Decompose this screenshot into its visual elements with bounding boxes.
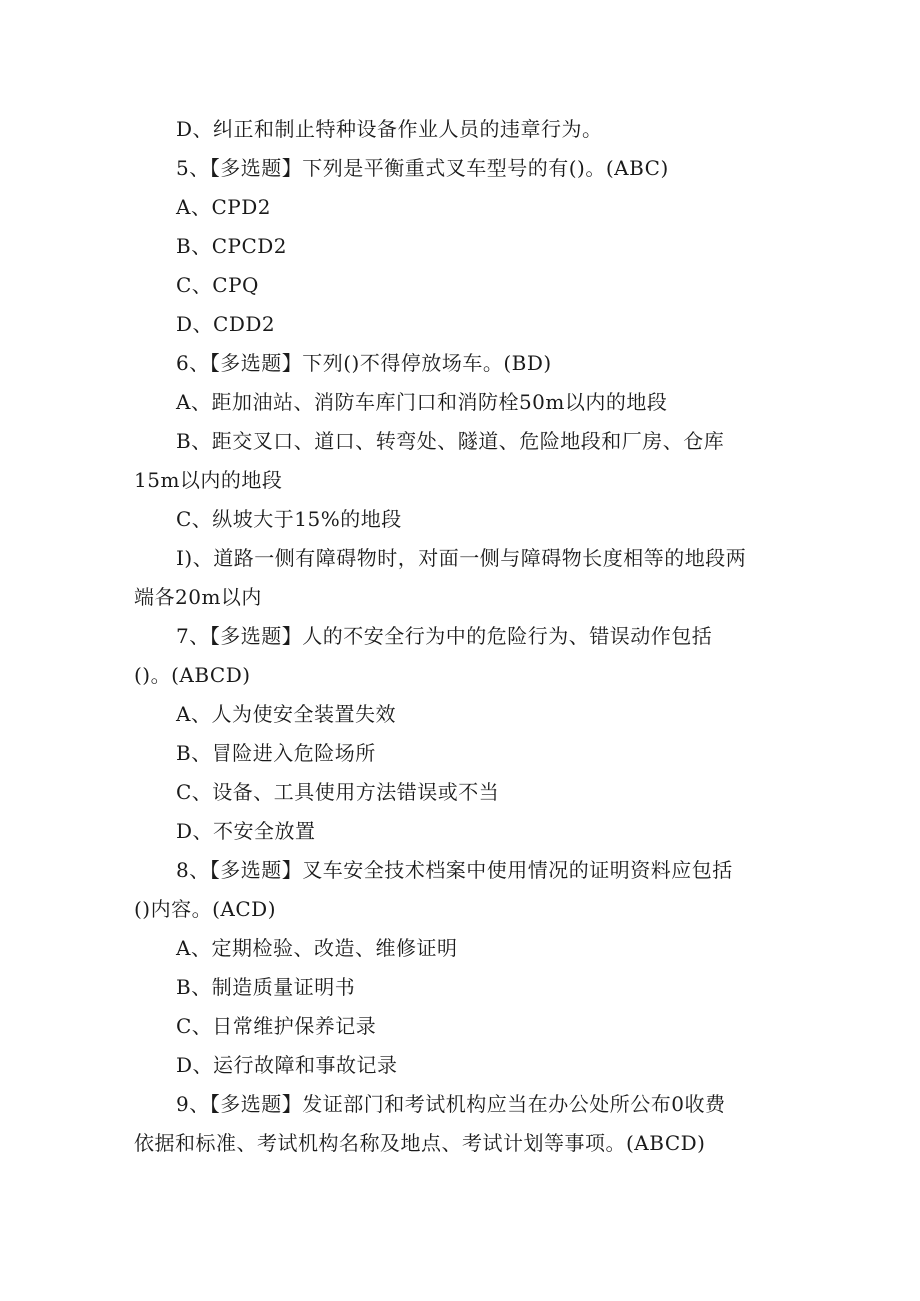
question-8-continued: ()内容。(ACD) bbox=[134, 897, 276, 921]
option-d: D、CDD2 bbox=[176, 312, 276, 336]
option-b-continued: 15m以内的地段 bbox=[134, 468, 283, 492]
question-9-title: 9、【多选题】发证部门和考试机构应当在办公处所公布0收费 bbox=[176, 1092, 726, 1116]
option-b: B、距交叉口、道口、转弯处、隧道、危险地段和厂房、仓库 bbox=[176, 429, 725, 453]
question-7-title: 7、【多选题】人的不安全行为中的危险行为、错误动作包括 bbox=[176, 624, 713, 648]
text-line: D、纠正和制止特种设备作业人员的违章行为。 bbox=[176, 117, 603, 141]
option-d-continued: 端各20m以内 bbox=[134, 585, 262, 609]
option-a: A、CPD2 bbox=[176, 195, 271, 219]
option-c: C、设备、工具使用方法错误或不当 bbox=[176, 780, 500, 804]
option-b: B、制造质量证明书 bbox=[176, 975, 356, 999]
option-d: D、不安全放置 bbox=[176, 819, 316, 843]
option-a: A、定期检验、改造、维修证明 bbox=[176, 936, 458, 960]
question-9-continued: 依据和标准、考试机构名称及地点、考试计划等事项。(ABCD) bbox=[134, 1131, 706, 1155]
option-c: C、纵坡大于15%的地段 bbox=[176, 507, 402, 531]
option-b: B、冒险进入危险场所 bbox=[176, 741, 376, 765]
option-a: A、人为使安全装置失效 bbox=[176, 702, 396, 726]
option-d: I)、道路一侧有障碍物时，对面一侧与障碍物长度相等的地段两 bbox=[176, 546, 747, 570]
option-a: A、距加油站、消防车库门口和消防栓50m以内的地段 bbox=[176, 390, 668, 414]
option-c: C、日常维护保养记录 bbox=[176, 1014, 377, 1038]
question-6-title: 6、【多选题】下列()不得停放场车。(BD) bbox=[176, 351, 552, 375]
question-8-title: 8、【多选题】叉车安全技术档案中使用情况的证明资料应包括 bbox=[176, 858, 733, 882]
option-d: D、运行故障和事故记录 bbox=[176, 1053, 398, 1077]
question-5-title: 5、【多选题】下列是平衡重式叉车型号的有()。(ABC) bbox=[176, 156, 669, 180]
option-c: C、CPQ bbox=[176, 273, 259, 297]
question-7-continued: ()。(ABCD) bbox=[134, 663, 251, 687]
option-b: B、CPCD2 bbox=[176, 234, 288, 258]
